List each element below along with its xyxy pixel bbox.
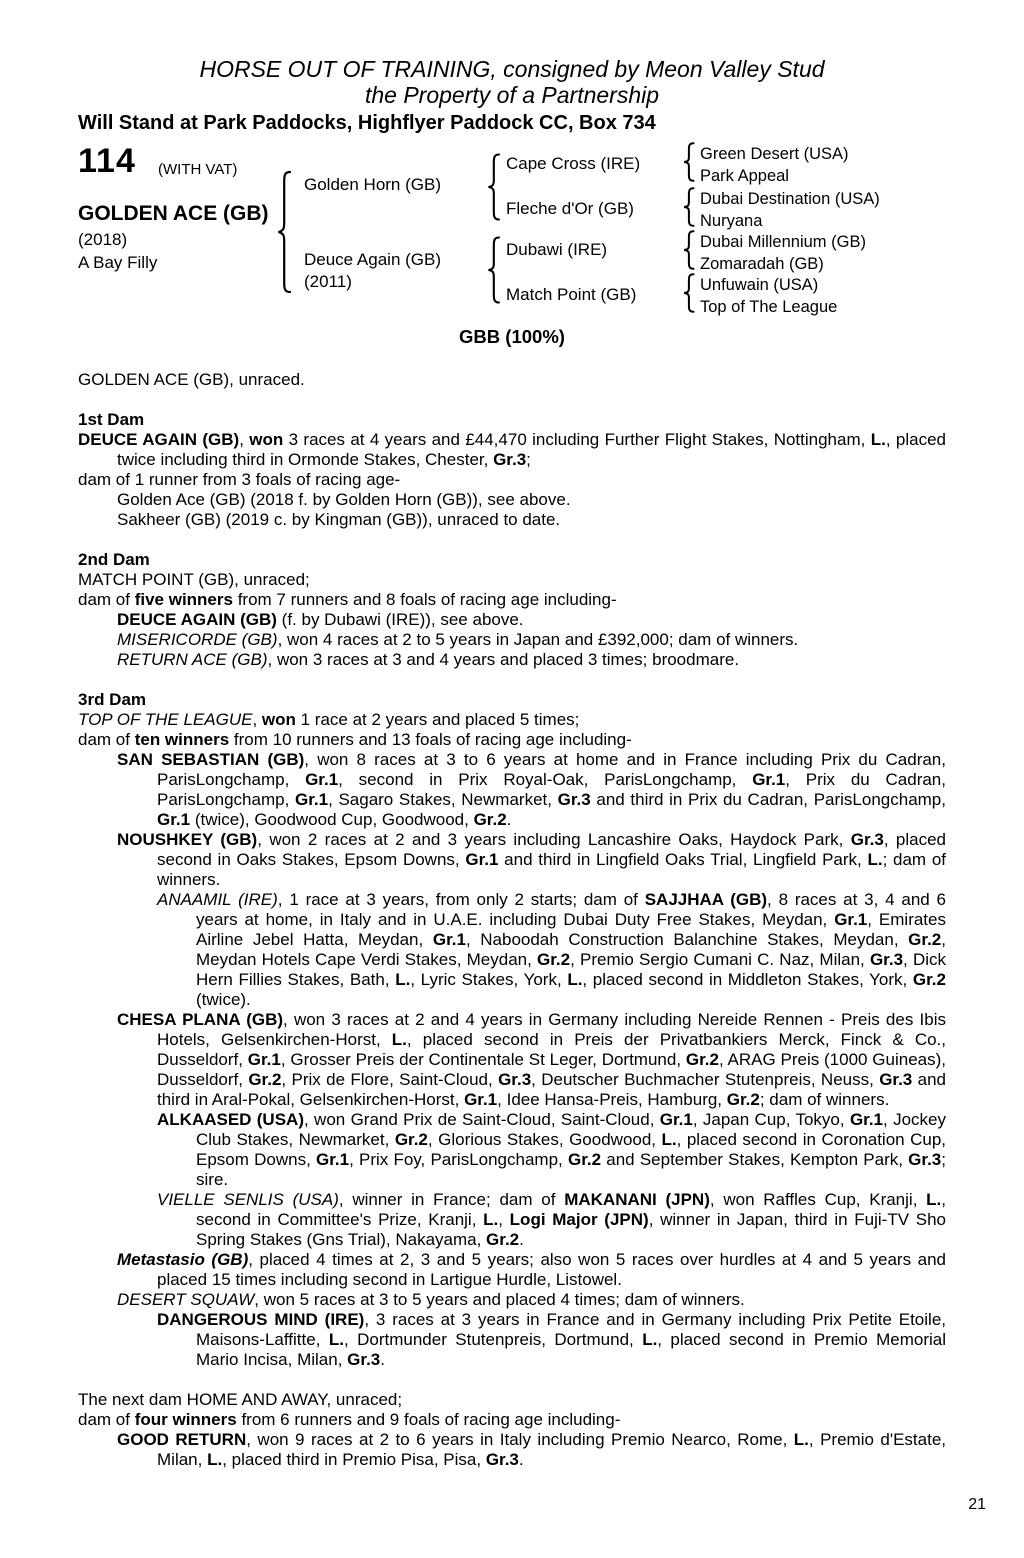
text-segment: , ARAG Preis (1000 Guineas), Dusseldorf,	[157, 1050, 947, 1089]
text-segment: Gr.1	[305, 770, 339, 789]
text-segment: DEUCE AGAIN (GB)	[117, 610, 277, 629]
sire-name: Golden Horn (GB)	[304, 175, 441, 194]
produce-desert-squaw	[78, 1290, 946, 1310]
dam3-record	[78, 710, 946, 730]
text-segment: , won 8 races at 3 to 6 years at home and in France including Prix du Cadran, ParisLongchamp,	[157, 750, 946, 789]
text-segment: , placed second in Middleton Stakes, York,	[582, 970, 913, 989]
text-segment: Golden Ace (GB) (2018 f. by Golden Horn (GB)), see above.	[117, 490, 571, 509]
text-segment: 2nd Dam	[78, 550, 150, 569]
text-segment: .	[380, 1350, 385, 1369]
text-segment: MAKANANI (JPN)	[564, 1190, 710, 1209]
text-segment: , Dortmunder Stutenpreis, Dortmund,	[343, 1330, 643, 1349]
brace-grandparents-4	[682, 273, 695, 313]
text-segment: Gr.3	[557, 790, 591, 809]
text-segment: Gr.3	[908, 1150, 942, 1169]
text-segment: TOP OF THE LEAGUE	[78, 710, 253, 729]
text-segment: L.	[567, 970, 583, 989]
text-segment: , won Raffles Cup, Kranji,	[709, 1190, 927, 1209]
produce-sakheer	[78, 510, 946, 530]
text-segment: L.	[483, 1210, 499, 1229]
sire-sire-dam-name: Park Appeal	[700, 167, 789, 185]
sire-sire-name: Cape Cross (IRE)	[506, 154, 641, 173]
text-segment: GOLDEN ACE (GB), unraced.	[78, 370, 305, 389]
dam2-produce-intro	[78, 590, 946, 610]
text-segment: , placed second in Coronation Cup, Epsom Downs,	[196, 1130, 947, 1169]
text-segment: , won 9 races at 2 to 6 years in Italy including Premio Nearco, Rome,	[246, 1430, 794, 1449]
text-segment: 3 races at 4 years and £44,470 including Further Flight Stakes, Nottingham,	[283, 430, 871, 449]
text-segment: four winners	[134, 1410, 237, 1429]
text-segment: dam of	[78, 730, 135, 749]
lot-number: 114	[78, 142, 136, 180]
text-segment: .	[518, 1450, 524, 1469]
text-segment: , Deutscher Buchmacher Stutenpreis, Neuss,	[531, 1070, 880, 1089]
text-segment: , Japan Cup, Tokyo,	[692, 1110, 850, 1129]
sire-dam-sire-name: Dubai Destination (USA)	[700, 190, 880, 208]
text-segment: Gr.1	[464, 1090, 498, 1109]
dam2-record	[78, 570, 946, 590]
text-segment: , Lyric Stakes, York,	[410, 970, 568, 989]
text-segment: MISERICORDE (GB)	[117, 630, 278, 649]
text-segment: (f. by Dubawi (IRE)), see above.	[276, 610, 524, 629]
text-segment: ; sire.	[196, 1150, 946, 1189]
text-segment: , Prix de Flore, Saint-Cloud,	[281, 1070, 499, 1089]
brace-grandparents-1	[682, 142, 695, 182]
text-segment: Gr.2	[567, 1150, 602, 1169]
stand-location-line: Will Stand at Park Paddocks, Highflyer Paddock CC, Box 734	[78, 112, 656, 134]
text-segment: NOUSHKEY (GB)	[117, 830, 258, 849]
text-segment: VIELLE SENLIS (USA)	[157, 1190, 339, 1209]
mare-race-record	[78, 370, 946, 390]
text-segment: Gr.2	[486, 1230, 520, 1249]
text-segment: Gr.3	[347, 1350, 381, 1369]
next-dam-produce-intro	[78, 1410, 946, 1430]
text-segment: , Premio Sergio Cumani C. Naz, Milan,	[570, 950, 870, 969]
text-segment: L.	[328, 1330, 344, 1349]
produce-return-ace	[78, 650, 946, 670]
text-segment: , 1 race at 3 years, from only 2 starts; dam of	[277, 890, 645, 909]
text-segment: Gr.1	[432, 930, 466, 949]
heading-2nd-dam	[78, 550, 946, 570]
text-segment: L.	[661, 1130, 677, 1149]
text-segment: The next dam HOME AND AWAY, unraced;	[78, 1390, 403, 1409]
text-segment: dam of 1 runner from 3 foals of racing age-	[78, 470, 401, 489]
produce-chesa-plana	[78, 1010, 946, 1110]
text-segment: Gr.2	[912, 970, 946, 989]
text-segment: .	[519, 1230, 524, 1249]
text-segment: dam of	[78, 1410, 135, 1429]
text-segment: Gr.2	[394, 1130, 428, 1149]
text-segment: 1 race at 2 years and placed 5 times;	[295, 710, 580, 729]
brace-grandparents-2	[682, 187, 695, 227]
text-segment: SAJJHAA (GB)	[644, 890, 768, 909]
text-segment: and third in Aral-Pokal, Gelsenkirchen-Horst,	[157, 1070, 946, 1109]
property-line: the Property of a Partnership	[364, 82, 660, 108]
text-segment: , Sagaro Stakes, Newmarket,	[328, 790, 558, 809]
text-segment: Gr.1	[834, 910, 868, 929]
text-segment: CHESA PLANA (GB)	[117, 1010, 284, 1029]
text-segment: Gr.1	[849, 1110, 884, 1129]
text-segment: won	[249, 430, 284, 449]
text-segment: L.	[926, 1190, 942, 1209]
brace-dam-line	[486, 236, 501, 304]
produce-anaamil	[78, 890, 946, 1010]
dam-foaling-year: (2011)	[304, 272, 352, 291]
text-segment: , Prix du Cadran, ParisLongchamp,	[157, 770, 946, 809]
produce-good-return	[78, 1430, 946, 1470]
produce-dangerous-mind	[78, 1310, 946, 1370]
text-segment: , placed third in Premio Pisa, Pisa,	[222, 1450, 486, 1469]
produce-misericorde	[78, 630, 946, 650]
produce-san-sebastian	[78, 750, 946, 830]
dam1-produce-intro	[78, 470, 946, 490]
produce-vielle-senlis	[78, 1190, 946, 1250]
page-number: 21	[968, 1496, 986, 1513]
text-segment: (twice).	[196, 990, 251, 1009]
sire-sire-sire-name: Green Desert (USA)	[700, 145, 849, 163]
text-segment: L.	[793, 1430, 809, 1449]
dam-dam-dam-name: Top of The League	[700, 298, 838, 316]
text-segment: Gr.1	[465, 850, 499, 869]
text-segment: Gr.2	[726, 1090, 760, 1109]
dam1-record	[78, 430, 946, 470]
text-segment: Gr.3	[879, 1070, 913, 1089]
text-segment: and September Stakes, Kempton Park,	[601, 1150, 909, 1169]
text-segment: , Dick Hern Fillies Stakes, Bath,	[196, 950, 947, 989]
text-segment: L.	[870, 430, 886, 449]
text-segment: , Glorious Stakes, Goodwood,	[427, 1130, 662, 1149]
text-segment: , Meydan Hotels Cape Verdi Stakes, Meydan,	[196, 930, 946, 969]
text-segment: ten winners	[134, 730, 230, 749]
text-segment: , placed second in Oaks Stakes, Epsom Downs,	[157, 830, 946, 869]
produce-deuce-again	[78, 610, 946, 630]
text-segment: (twice), Goodwood Cup, Goodwood,	[190, 810, 474, 829]
dam-sire-dam-name: Zomaradah (GB)	[700, 255, 824, 273]
text-segment: Gr.3	[485, 1450, 519, 1469]
text-segment: RETURN ACE (GB)	[117, 650, 268, 669]
text-segment: won	[261, 710, 296, 729]
text-segment: , second in Committee's Prize, Kranji,	[196, 1190, 946, 1229]
text-segment: Gr.3	[493, 450, 527, 469]
text-segment: , placed second in Preis der Privatbankiers Merck, Finck & Co., Dusseldorf,	[157, 1030, 946, 1069]
text-segment: SAN SEBASTIAN (GB)	[117, 750, 305, 769]
text-segment: , winner in Japan, third in Fuji-TV Sho Spring Stakes (Gns Trial), Nakayama,	[196, 1210, 946, 1249]
text-segment: Gr.1	[752, 770, 786, 789]
text-segment: Gr.2	[537, 950, 571, 969]
text-segment: Gr.1	[157, 810, 191, 829]
text-segment: , 8 races at 3, 4 and 6 years at home, in Italy and in U.A.E. including Dubai Duty Free Stakes, Meydan,	[196, 890, 946, 929]
sire-dam-name: Fleche d'Or (GB)	[506, 199, 634, 218]
text-segment: L.	[395, 970, 411, 989]
produce-noushkey	[78, 830, 946, 890]
text-segment: DANGEROUS MIND (IRE)	[157, 1310, 365, 1329]
text-segment: Gr.3	[498, 1070, 532, 1089]
text-segment: , won 4 races at 2 to 5 years in Japan and £392,000; dam of winners.	[277, 630, 799, 649]
brace-sire-line	[486, 153, 501, 221]
heading-1st-dam	[78, 410, 946, 430]
text-segment: Logi Major (JPN)	[509, 1210, 649, 1229]
text-segment: five winners	[134, 590, 233, 609]
text-segment: , second in Prix Royal-Oak, ParisLongchamp,	[338, 770, 753, 789]
horse-foaling-year: (2018)	[78, 230, 128, 249]
text-segment: ; dam of winners.	[759, 1090, 890, 1109]
text-segment: L.	[867, 850, 883, 869]
text-segment: GOOD RETURN	[117, 1430, 247, 1449]
text-segment: , Grosser Preis der Continentale St Leger, Dortmund,	[280, 1050, 686, 1069]
produce-alkaased	[78, 1110, 946, 1190]
text-segment: Gr.1	[659, 1110, 693, 1129]
text-segment: ,	[498, 1210, 510, 1229]
text-segment: , won Grand Prix de Saint-Cloud, Saint-Cloud,	[304, 1110, 660, 1129]
text-segment: from 10 runners and 13 foals of racing age including-	[229, 730, 632, 749]
text-segment: Metastasio (GB)	[117, 1250, 249, 1269]
text-segment: ,	[252, 710, 262, 729]
text-segment: , placed second in Premio Memorial Mario Incisa, Milan,	[196, 1330, 946, 1369]
text-segment: Sakheer (GB) (2019 c. by Kingman (GB)), unraced to date.	[117, 510, 561, 529]
text-segment: ,	[239, 430, 250, 449]
text-segment: ; dam of winners.	[157, 850, 946, 889]
text-segment: ANAAMIL (IRE)	[157, 890, 278, 909]
text-segment: , won 2 races at 2 and 3 years including Lancashire Oaks, Haydock Park,	[257, 830, 851, 849]
text-segment: Gr.3	[850, 830, 884, 849]
text-segment: , Premio d'Estate, Milan,	[157, 1430, 947, 1469]
text-segment: Gr.3	[869, 950, 904, 969]
text-segment: , placed 4 times at 2, 3 and 5 years; also won 5 races over hurdles at 4 and 5 years and placed 15 times including second in Lartigue Hurdle, Listowel.	[157, 1250, 946, 1289]
text-segment: , Idee Hansa-Preis, Hamburg,	[497, 1090, 727, 1109]
dam3-produce-intro	[78, 730, 946, 750]
text-segment: L.	[642, 1330, 658, 1349]
text-segment: , won 3 races at 2 and 4 years in Germany including Nereide Rennen - Preis des Ibis Hotels, Gelsenkirchen-Horst,	[157, 1010, 946, 1049]
text-segment: Gr.1	[294, 790, 329, 809]
text-segment: from 6 runners and 9 foals of racing age including-	[236, 1410, 621, 1429]
text-segment: ;	[526, 450, 531, 469]
text-segment: and third in Lingfield Oaks Trial, Lingfield Park,	[498, 850, 868, 869]
text-segment: from 7 runners and 8 foals of racing age including-	[232, 590, 617, 609]
dam-dam-name: Match Point (GB)	[506, 285, 637, 304]
text-segment: dam of	[78, 590, 135, 609]
text-segment: Gr.2	[473, 810, 507, 829]
text-segment: 1st Dam	[78, 410, 145, 429]
text-segment: L.	[391, 1030, 407, 1049]
horse-name: GOLDEN ACE (GB)	[78, 202, 269, 225]
text-segment: DESERT SQUAW	[117, 1290, 255, 1309]
text-segment: Gr.2	[908, 930, 942, 949]
text-segment: Gr.2	[685, 1050, 719, 1069]
dam-dam-sire-name: Unfuwain (USA)	[700, 276, 819, 294]
produce-metastasio	[78, 1250, 946, 1290]
heading-3rd-dam	[78, 690, 946, 710]
lot-vat-note: (WITH VAT)	[158, 161, 238, 178]
text-segment: , Prix Foy, ParisLongchamp,	[349, 1150, 568, 1169]
text-segment: and third in Prix du Cadran, ParisLongchamp,	[590, 790, 946, 809]
consignor-title: HORSE OUT OF TRAINING, consigned by Meon Valley Stud	[199, 56, 825, 82]
text-segment: DEUCE AGAIN (GB)	[78, 430, 240, 449]
text-segment: , winner in France; dam of	[338, 1190, 565, 1209]
text-segment: ALKAASED (USA)	[157, 1110, 304, 1129]
text-segment: , Naboodah Construction Balanchine Stakes, Meydan,	[465, 930, 909, 949]
produce-golden-ace	[78, 490, 946, 510]
text-segment: .	[506, 810, 512, 829]
sire-dam-dam-name: Nuryana	[700, 212, 763, 230]
premium-scheme-line: GBB (100%)	[459, 326, 565, 347]
text-segment: Gr.1	[247, 1050, 281, 1069]
dam-name: Deuce Again (GB)	[304, 250, 442, 269]
pedigree-table	[78, 142, 946, 318]
text-segment: , Emirates Airline Jebel Hatta, Meydan,	[196, 910, 946, 949]
text-segment: , won 5 races at 3 to 5 years and placed 4 times; dam of winners.	[254, 1290, 745, 1309]
text-segment: Gr.1	[315, 1150, 350, 1169]
dam-sire-name: Dubawi (IRE)	[506, 240, 608, 259]
text-segment: , 3 races at 3 years in France and in Germany including Prix Petite Etoile, Maisons-Laffitte,	[196, 1310, 946, 1349]
text-segment: , placed twice including third in Ormonde Stakes, Chester,	[117, 430, 946, 469]
text-segment: MATCH POINT (GB), unraced;	[78, 570, 310, 589]
horse-description: A Bay Filly	[78, 253, 158, 272]
brace-generation-1	[276, 170, 292, 294]
dam-sire-sire-name: Dubai Millennium (GB)	[700, 233, 866, 251]
text-segment: , Jockey Club Stakes, Newmarket,	[196, 1110, 946, 1149]
text-segment: Gr.2	[248, 1070, 282, 1089]
pedigree-details	[78, 370, 946, 1470]
next-dam-record	[78, 1390, 946, 1410]
text-segment: , won 3 races at 3 and 4 years and placed 3 times; broodmare.	[267, 650, 740, 669]
brace-grandparents-3	[682, 230, 695, 270]
text-segment: L.	[207, 1450, 223, 1469]
text-segment: 3rd Dam	[78, 690, 147, 709]
